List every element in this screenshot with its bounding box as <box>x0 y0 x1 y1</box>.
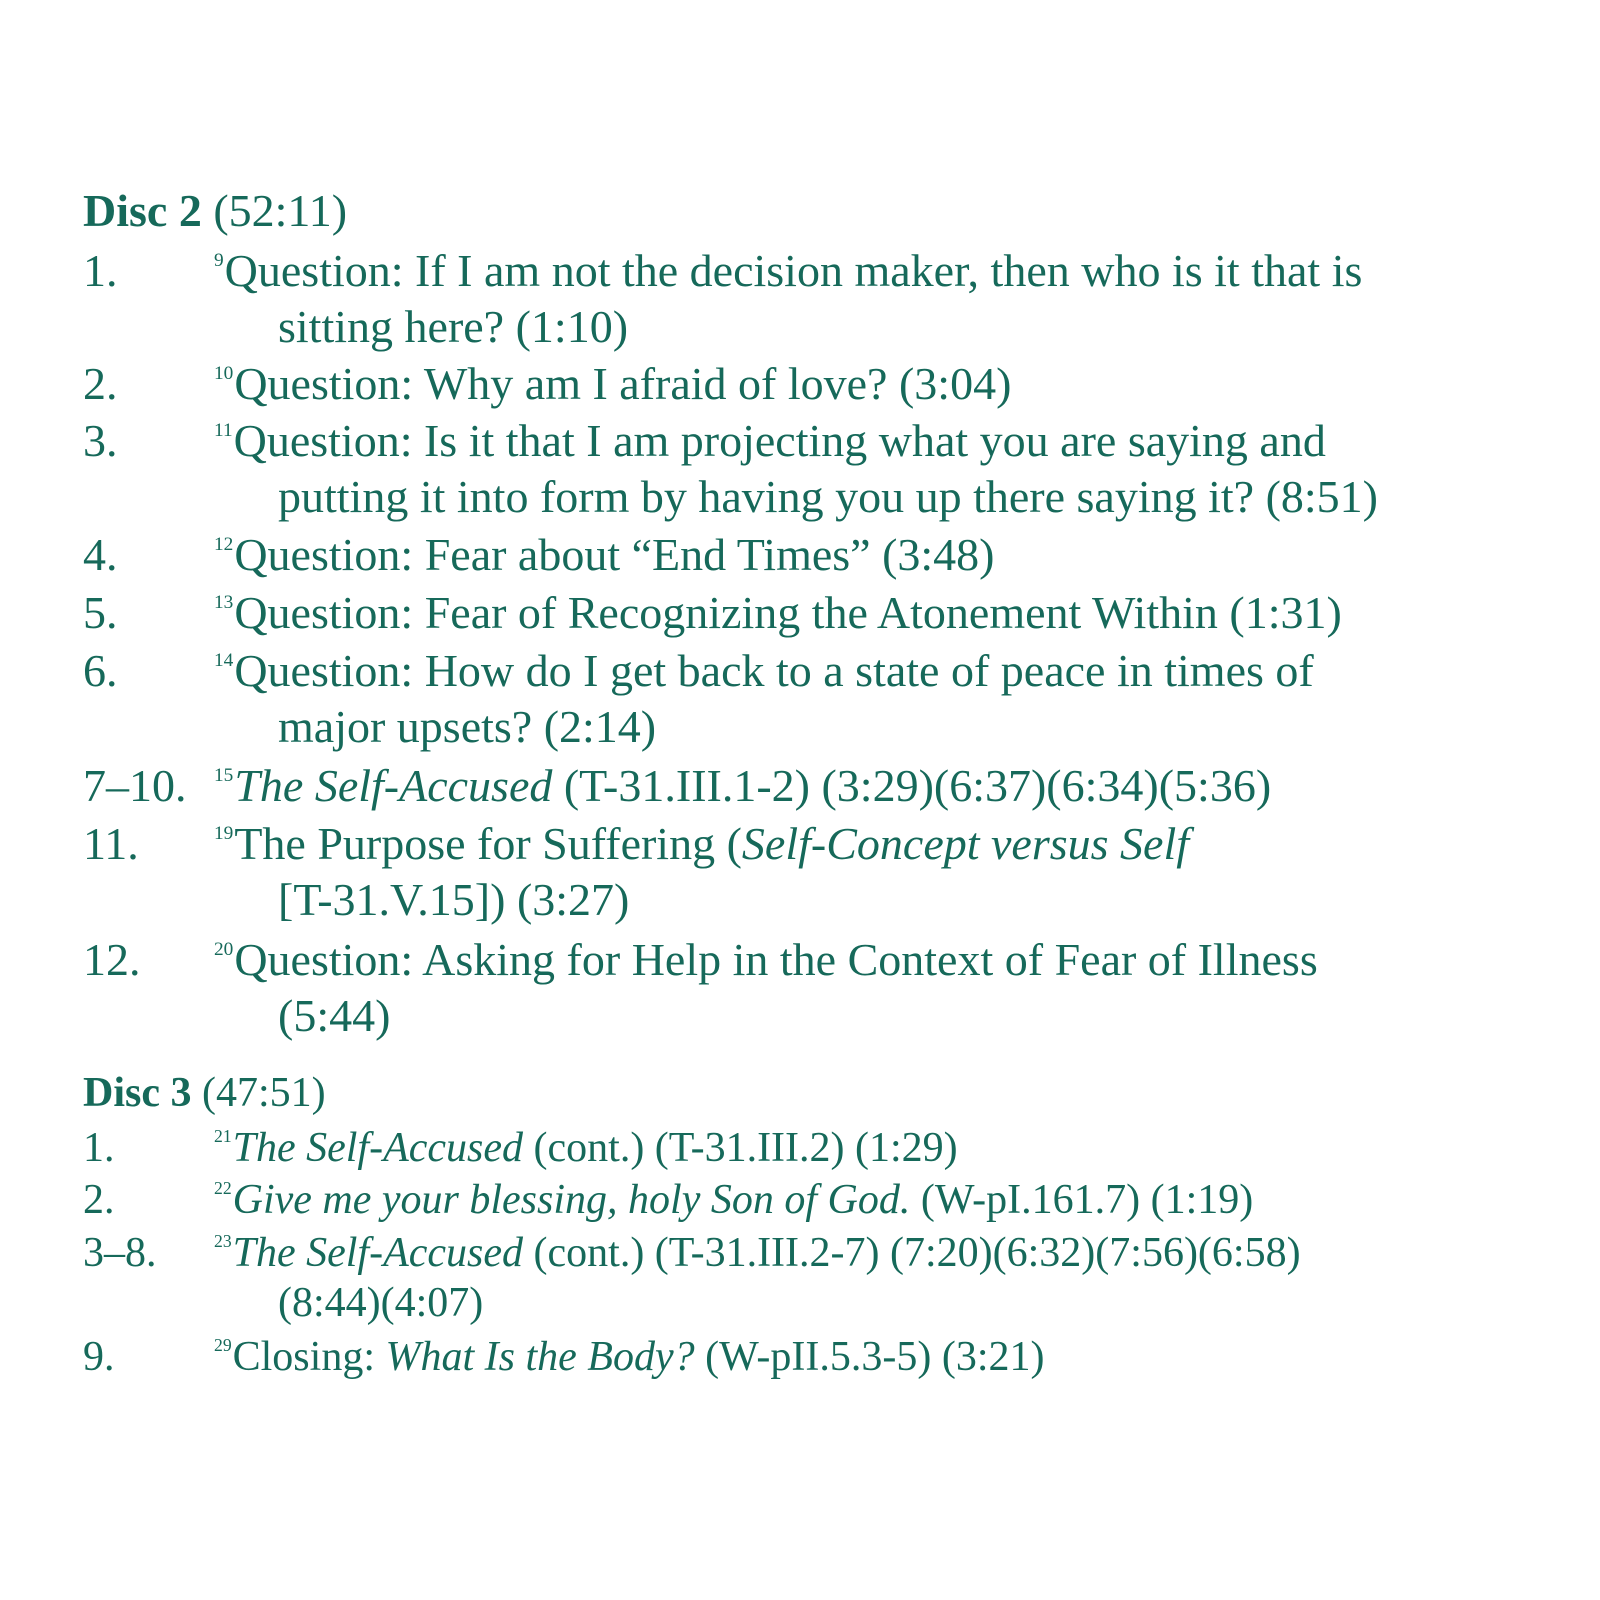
footnote-marker: 9 <box>214 249 224 271</box>
footnote-marker: 10 <box>214 362 234 384</box>
track-title: Self-Concept versus Self <box>741 818 1190 869</box>
track-title: The Self-Accused <box>232 1230 524 1276</box>
track-title: Question: How do I get back to a state of peace in times of <box>234 645 1314 696</box>
track-title: Question: Is it that I am projecting what you are saying and <box>233 415 1326 466</box>
disc-duration: (52:11) <box>213 185 348 236</box>
track-text <box>214 758 1271 824</box>
track-number: 4. <box>83 529 118 580</box>
track-reference: (cont.) (T-31.III.2) (1:29) <box>523 1125 958 1171</box>
track-number: 6. <box>83 645 118 696</box>
footnote-marker: 14 <box>214 649 234 671</box>
track-text <box>214 1175 1253 1232</box>
track-title: Give me your blessing, holy Son of God. <box>232 1177 911 1223</box>
track-number: 3. <box>83 415 118 466</box>
track-continuation: sitting here? (1:10) <box>278 301 629 352</box>
track-number: 1. <box>83 245 118 296</box>
track-number: 7–10. <box>83 760 187 811</box>
footnote-marker: 21 <box>214 1126 232 1147</box>
disc-heading <box>83 185 348 236</box>
footnote-marker: 13 <box>214 591 234 613</box>
track-number: 3–8. <box>83 1230 157 1276</box>
footnote-marker: 23 <box>214 1231 232 1252</box>
track-text <box>214 1332 1044 1389</box>
track-number: 11. <box>83 818 139 869</box>
track-number: 1. <box>83 1125 115 1171</box>
track-continuation: putting it into form by having you up there saying it? (8:51) <box>278 471 1379 522</box>
track-title: The Self-Accused <box>234 760 553 811</box>
track-number: 5. <box>83 587 118 638</box>
track-text <box>214 585 1342 651</box>
footnote-marker: 15 <box>214 764 234 786</box>
track-number: 2. <box>83 1177 115 1223</box>
track-continuation: (5:44) <box>278 990 391 1041</box>
track-reference: (W-pII.5.3-5) (3:21) <box>694 1334 1045 1380</box>
track-title: The Self-Accused <box>232 1125 524 1171</box>
track-continuation: (8:44)(4:07) <box>278 1280 484 1326</box>
footnote-marker: 19 <box>214 822 234 844</box>
track-title: What Is the Body? <box>385 1334 695 1380</box>
track-number: 9. <box>83 1334 115 1380</box>
footnote-marker: 29 <box>214 1335 232 1356</box>
disc-name: Disc 2 <box>83 185 202 236</box>
track-title: Question: If I am not the decision maker, then who is it that is <box>224 245 1363 296</box>
track-text <box>214 1123 958 1180</box>
track-text <box>214 527 995 593</box>
disc-duration: (47:51) <box>202 1070 326 1116</box>
track-title: Question: Why am I afraid of love? (3:04) <box>234 358 1012 409</box>
track-reference: (cont.) (T-31.III.2-7) (7:20)(6:32)(7:56)(6:58) <box>523 1230 1301 1276</box>
disc-heading <box>83 1072 326 1114</box>
disc-name: Disc 3 <box>83 1070 192 1116</box>
track-text <box>214 1228 1301 1285</box>
track-continuation: major upsets? (2:14) <box>278 701 657 752</box>
track-lead: The Purpose for Suffering ( <box>234 818 742 869</box>
footnote-marker: 11 <box>214 419 233 441</box>
track-number: 12. <box>83 934 141 985</box>
track-number: 2. <box>83 358 118 409</box>
track-reference: (T-31.III.1-2) (3:29)(6:37)(6:34)(5:36) <box>552 760 1272 811</box>
footnote-marker: 22 <box>214 1178 232 1199</box>
footnote-marker: 12 <box>214 533 234 555</box>
track-title: Question: Fear of Recognizing the Atonement Within (1:31) <box>234 587 1342 638</box>
track-title: Question: Fear about “End Times” (3:48) <box>234 529 995 580</box>
track-continuation: [T-31.V.15]) (3:27) <box>278 874 630 925</box>
track-lead: Closing: <box>232 1334 386 1380</box>
track-reference: (W-pI.161.7) (1:19) <box>910 1177 1254 1223</box>
track-title: Question: Asking for Help in the Context of Fear of Illness <box>234 934 1318 985</box>
footnote-marker: 20 <box>214 938 234 960</box>
